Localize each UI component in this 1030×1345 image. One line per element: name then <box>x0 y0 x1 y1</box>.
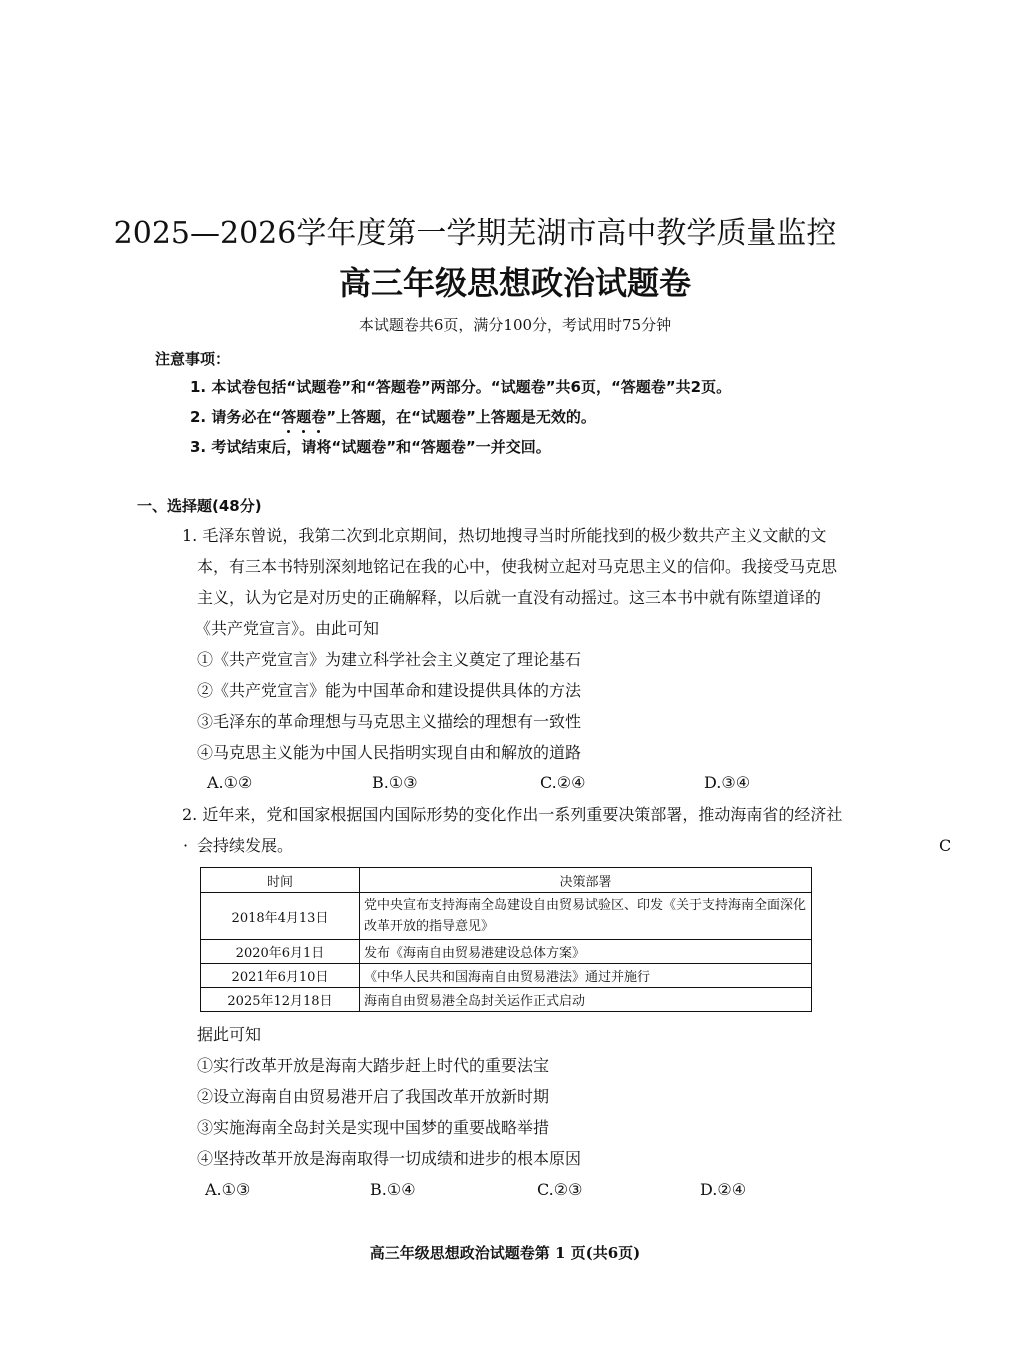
exam-title-line1: 2025—2026学年度第一学期芜湖市高中教学质量监控 <box>113 216 837 251</box>
q2-option-d: D.②④ <box>700 1180 747 1199</box>
table-cell-decision: 发布《海南自由贸易港建设总体方案》 <box>360 940 812 964</box>
q2-option-a: A.①③ <box>205 1180 251 1199</box>
margin-dot: · <box>183 836 189 855</box>
policy-table <box>200 867 812 1012</box>
q1-statement-4: ④马克思主义能为中国人民指明实现自由和解放的道路 <box>197 743 582 762</box>
notice-heading: 注意事项： <box>155 350 231 368</box>
q1-option-d: D.③④ <box>704 773 751 792</box>
table-header-row <box>201 868 812 893</box>
emphasis-char: 答 <box>281 408 297 426</box>
table-row <box>201 893 812 940</box>
table-row <box>201 988 812 1012</box>
q1-line-2: 本，有三本书特别深刻地铭记在我的心中，使我树立起对马克思主义的信仰。我接受马克思 <box>197 557 838 576</box>
q2-statement-1: ①实行改革开放是海南大踏步赶上时代的重要法宝 <box>197 1056 550 1075</box>
table-row <box>201 940 812 964</box>
table-header-time: 时间 <box>201 868 360 893</box>
q1-option-b: B.①③ <box>372 773 418 792</box>
q1-option-c: C.②④ <box>540 773 586 792</box>
table-cell-decision: 《中华人民共和国海南自由贸易港法》通过并施行 <box>360 964 812 988</box>
q2-statement-3: ③实施海南全岛封关是实现中国梦的重要战略举措 <box>197 1118 550 1137</box>
q2-option-b: B.①④ <box>370 1180 416 1199</box>
q1-statement-2: ②《共产党宣言》能为中国革命和建设提供具体的方法 <box>197 681 582 700</box>
section-heading: 一、选择题(48分) <box>137 497 262 515</box>
notice-item-1: 1. 本试卷包括“试题卷”和“答题卷”两部分。“试题卷”共6页，“答题卷”共2页。 <box>190 378 732 396</box>
q1-statement-3: ③毛泽东的革命理想与马克思主义描绘的理想有一致性 <box>197 712 582 731</box>
emphasis-char: 卷 <box>311 408 327 426</box>
q2-lead: 据此可知 <box>197 1025 262 1044</box>
q1-line-1: 1. 毛泽东曾说，我第二次到北京期间，热切地搜寻当时所能找到的极少数共产主义文献的文 <box>182 526 827 545</box>
q1-line-4: 《共产党宣言》。由此可知 <box>195 619 380 638</box>
table-cell-decision: 海南自由贸易港全岛封关运作正式启动 <box>360 988 812 1012</box>
q1-statement-1: ①《共产党宣言》为建立科学社会主义奠定了理论基石 <box>197 650 582 669</box>
margin-mark: C <box>939 836 952 855</box>
table-cell-date: 2018年4月13日 <box>201 893 360 940</box>
table-cell-date: 2020年6月1日 <box>201 940 360 964</box>
exam-subtitle: 本试题卷共6页，满分100分，考试用时75分钟 <box>358 316 672 334</box>
table-cell-date: 2021年6月10日 <box>201 964 360 988</box>
notice-item-3: 3. 考试结束后，请将“试题卷”和“答题卷”一并交回。 <box>190 438 551 456</box>
q2-line-1: 2. 近年来，党和国家根据国内国际形势的变化作出一系列重要决策部署，推动海南省的经济社 <box>182 805 843 824</box>
notice-item-2-pre: 2. 请务必在“ <box>190 408 282 426</box>
notice-item-2-post: ”上答题，在“试题卷”上答题是无效的。 <box>326 408 596 426</box>
q1-line-3: 主义，认为它是对历史的正确解释，以后就一直没有动摇过。这三本书中就有陈望道译的 <box>197 588 822 607</box>
table-header-decision: 决策部署 <box>360 868 812 893</box>
q2-option-c: C.②③ <box>537 1180 583 1199</box>
exam-title-line2: 高三年级思想政治试题卷 <box>338 264 691 302</box>
q2-statement-4: ④坚持改革开放是海南取得一切成绩和进步的根本原因 <box>197 1149 582 1168</box>
notice-item-2 <box>190 406 596 427</box>
q2-statement-2: ②设立海南自由贸易港开启了我国改革开放新时期 <box>197 1087 550 1106</box>
table-cell-date: 2025年12月18日 <box>201 988 360 1012</box>
table-row <box>201 964 812 988</box>
table-cell-decision: 党中央宣布支持海南全岛建设自由贸易试验区、印发《关于支持海南全面深化改革开放的指导意见》 <box>360 893 812 940</box>
page-footer: 高三年级思想政治试题卷第 1 页(共6页) <box>369 1244 641 1262</box>
q2-line-2: 会持续发展。 <box>197 836 294 855</box>
emphasis-char: 题 <box>296 408 312 426</box>
q1-option-a: A.①② <box>207 773 253 792</box>
